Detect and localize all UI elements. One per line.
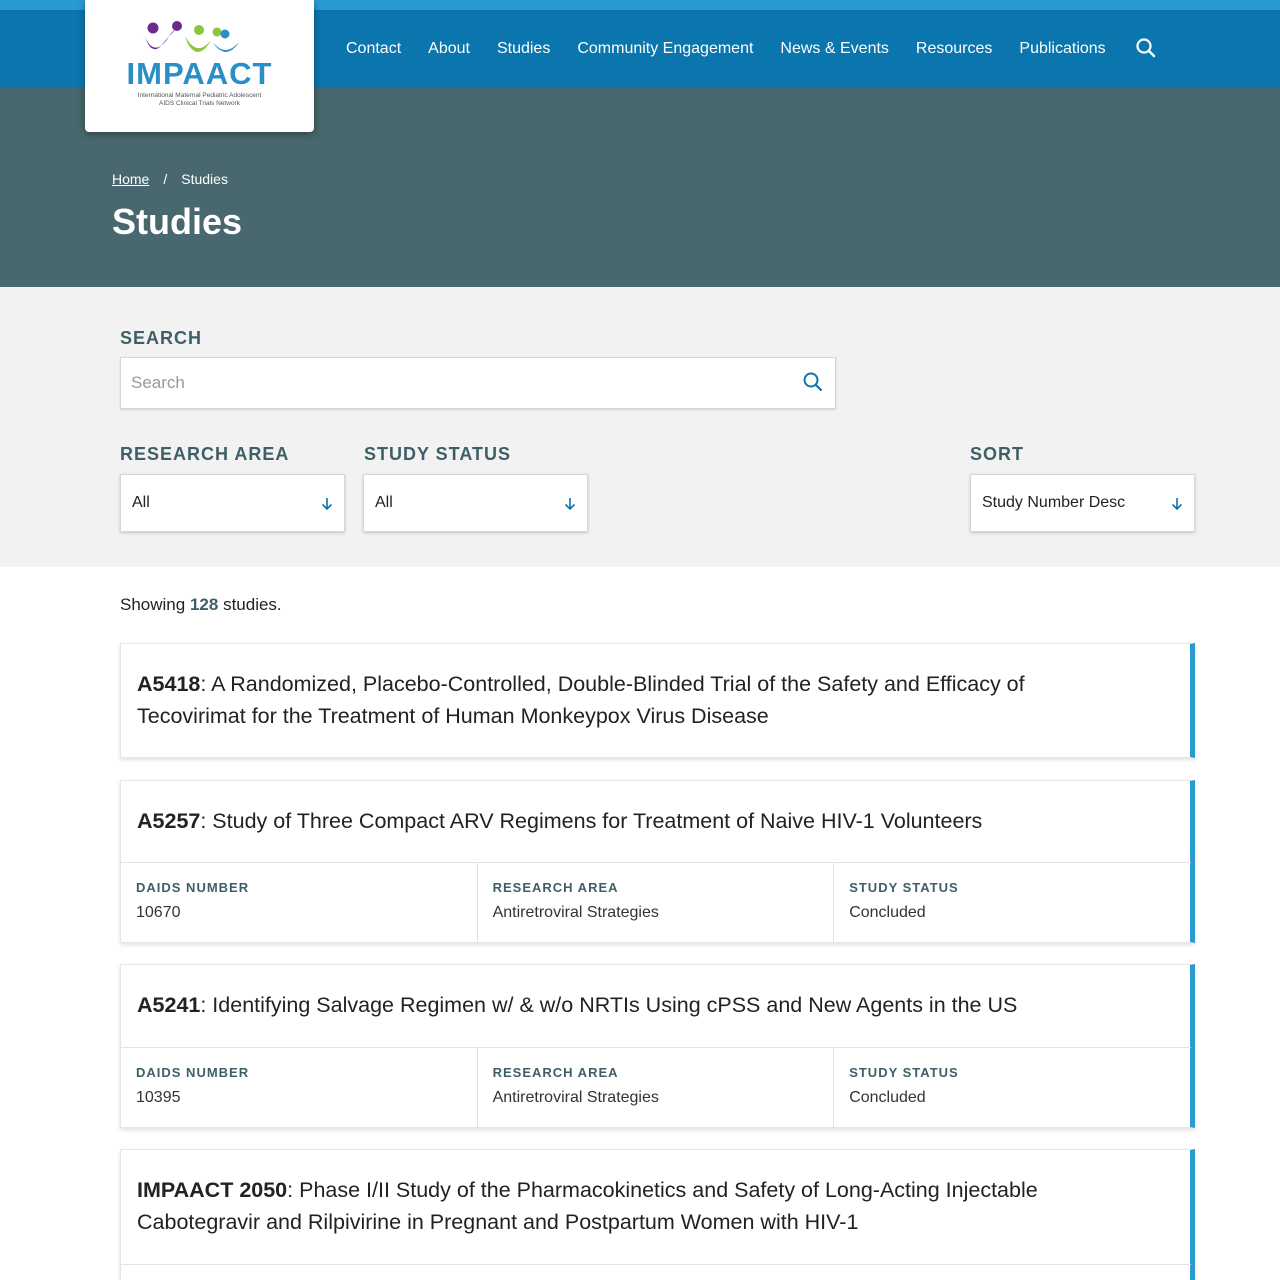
nav-about[interactable]: About	[428, 40, 470, 57]
research-area-select[interactable]	[120, 474, 345, 532]
search-label: SEARCH	[120, 328, 203, 348]
study-status-meta-value: Concluded	[849, 904, 926, 921]
results-prefix: Showing	[120, 595, 186, 614]
search-input[interactable]	[131, 358, 791, 408]
breadcrumb	[112, 171, 228, 187]
research-area-value: All	[132, 494, 150, 511]
sort-label: SORT	[970, 444, 1025, 464]
site-logo[interactable]	[85, 0, 314, 132]
study-meta	[121, 862, 1191, 943]
research-area-label: RESEARCH AREA	[120, 444, 290, 464]
study-title-line: : Study of Three Compact ARV Regimens for Treatment of Naive HIV-1 Volunteers	[200, 809, 983, 833]
research-area-meta-label: RESEARCH AREA	[492, 1065, 619, 1080]
study-number: A5257	[137, 809, 201, 833]
study-title-line: Cabotegravir and Rilpivirine in Pregnant and Postpartum Women with HIV-1	[137, 1210, 859, 1234]
results-count-number: 128	[189, 595, 219, 614]
study-number: A5418	[137, 672, 201, 696]
results-suffix: studies.	[223, 595, 282, 614]
nav-publications[interactable]: Publications	[1019, 40, 1106, 57]
study-status-value: All	[375, 494, 393, 511]
search-icon[interactable]	[801, 370, 825, 399]
research-area-meta-value: Antiretroviral Strategies	[492, 904, 659, 921]
research-area-meta-label: RESEARCH AREA	[492, 880, 619, 895]
arrow-down-icon	[320, 496, 334, 517]
study-card[interactable]	[120, 964, 1195, 1128]
logo-figures-icon	[113, 18, 285, 60]
study-status-label: STUDY STATUS	[364, 444, 512, 464]
breadcrumb-current: Studies	[181, 171, 228, 187]
logo-wordmark: IMPAACT	[126, 56, 273, 91]
nav-contact[interactable]: Contact	[346, 40, 402, 57]
study-status-cell	[834, 1048, 1191, 1128]
study-card[interactable]	[120, 1149, 1195, 1280]
logo-subtitle-1: International Maternal Pediatric Adolescent	[137, 92, 262, 99]
research-area-cell	[478, 863, 835, 943]
nav-community-engagement[interactable]: Community Engagement	[577, 40, 754, 57]
search-box	[120, 357, 836, 409]
breadcrumb-home[interactable]: Home	[112, 171, 150, 187]
study-number: IMPAACT 2050	[137, 1178, 288, 1202]
study-title-line: : Identifying Salvage Regimen w/ & w/o NRTIs Using cPSS and New Agents in the US	[200, 993, 1018, 1017]
daids-label: DAIDS NUMBER	[136, 1065, 250, 1080]
main-nav	[346, 10, 1133, 88]
nav-studies[interactable]: Studies	[496, 40, 551, 57]
study-title-line: Tecovirimat for the Treatment of Human Monkeypox Virus Disease	[137, 704, 769, 728]
study-number: A5241	[137, 993, 201, 1017]
breadcrumb-separator: /	[163, 171, 168, 187]
study-card[interactable]	[120, 780, 1195, 943]
logo-subtitle-2: AIDS Clinical Trials Network	[159, 100, 240, 107]
daids-value: 10395	[136, 1089, 181, 1106]
study-title	[137, 805, 1177, 837]
arrow-down-icon	[1170, 496, 1184, 517]
sort-value: Study Number Desc	[982, 494, 1126, 511]
study-status-meta-label: STUDY STATUS	[849, 880, 959, 895]
study-meta	[121, 1047, 1191, 1128]
study-title	[137, 668, 1177, 732]
study-title	[137, 1174, 1177, 1238]
results-count	[120, 595, 282, 615]
arrow-down-icon	[563, 496, 577, 517]
research-area-cell	[478, 1048, 835, 1128]
sort-select[interactable]	[970, 474, 1195, 532]
search-icon[interactable]	[1134, 36, 1158, 60]
daids-cell	[121, 863, 478, 943]
study-title-line: : A Randomized, Placebo-Controlled, Double-Blinded Trial of the Safety and Efficacy of	[200, 672, 1025, 696]
study-title-line: : Phase I/II Study of the Pharmacokinetics and Safety of Long-Acting Injectable	[287, 1178, 1038, 1202]
page-title: Studies	[112, 201, 243, 242]
study-status-select[interactable]	[363, 474, 588, 532]
research-area-meta-value: Antiretroviral Strategies	[492, 1089, 659, 1106]
study-card[interactable]	[120, 643, 1195, 758]
study-status-meta-value: Concluded	[849, 1089, 926, 1106]
study-meta	[121, 1264, 1191, 1280]
daids-label: DAIDS NUMBER	[136, 880, 250, 895]
study-title	[137, 989, 1177, 1021]
nav-news-events[interactable]: News & Events	[780, 40, 889, 57]
daids-value: 10670	[136, 904, 181, 921]
study-status-meta-label: STUDY STATUS	[849, 1065, 959, 1080]
study-status-cell	[834, 863, 1191, 943]
filters-panel	[0, 287, 1280, 567]
daids-cell	[121, 1048, 478, 1128]
nav-resources[interactable]: Resources	[915, 40, 993, 57]
